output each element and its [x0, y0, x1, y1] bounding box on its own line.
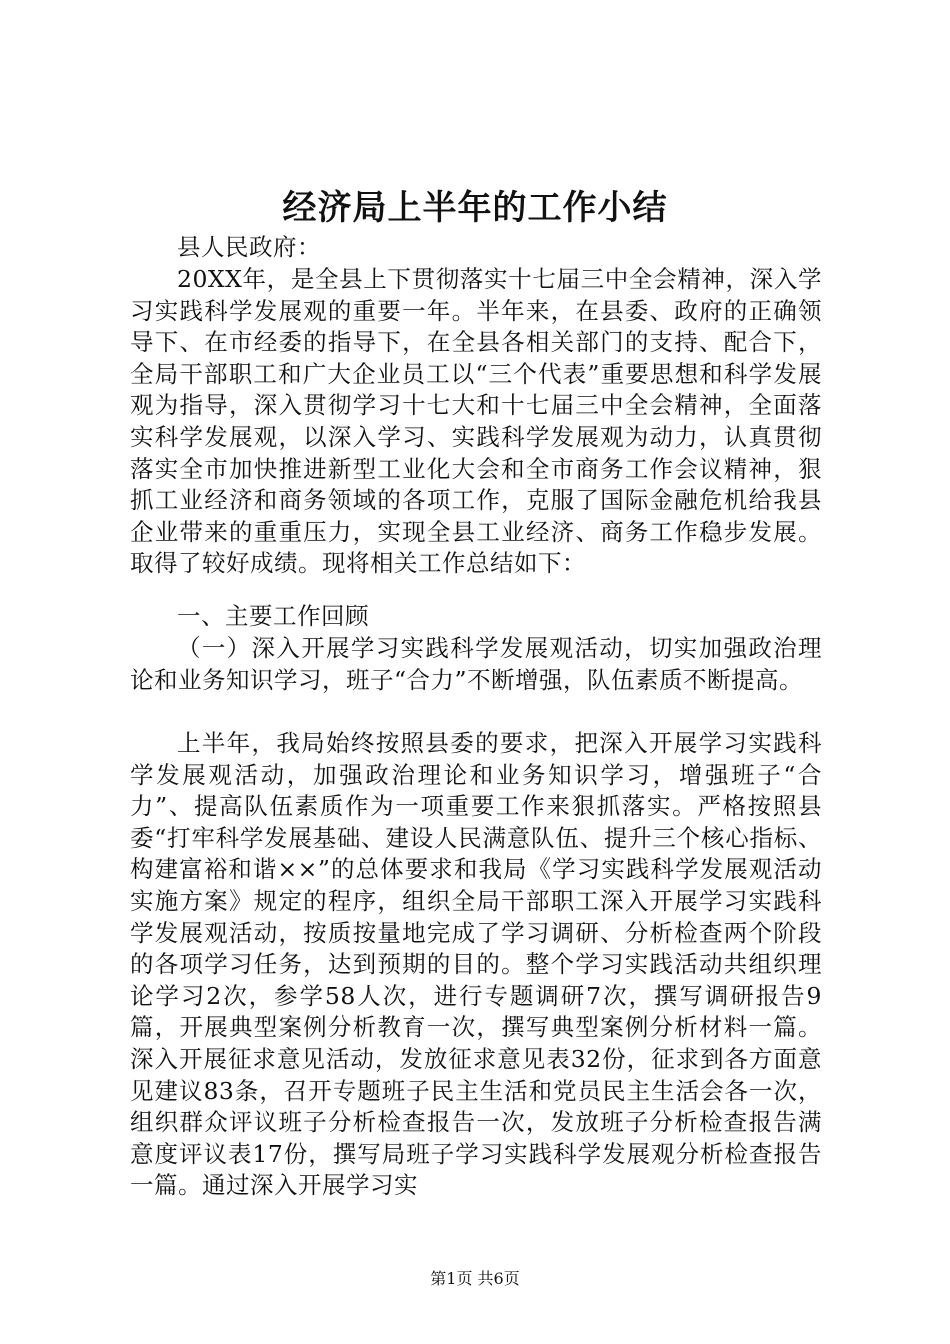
paragraph-study-practice — [130, 728, 822, 1202]
page-indicator: 第1页 共6页 — [430, 1269, 520, 1288]
paragraph-intro — [130, 264, 822, 580]
salutation-text: 县人民政府： — [177, 233, 321, 261]
paragraph-intro-text: 20XX年，是全县上下贯彻落实十七届三中全会精神，深入学习实践科学发展观的重要一年。半年来，在县委、政府的正确领导下、在市经委的指导下，在全县各相关部门的支持、配合下，全局干部职工和广大企业员工以“三个代表”重要思想和科学发展观为指导，深入贯彻学习十七大和十七届三中全会精神，全面落实科学发展观，以深入学习、实践科学发展观为动力，认真贯彻落实全市加快推进新型工业化大会和全市商务工作会议精神，狠抓工业经济和商务领域的各项工作，克服了国际金融危机给我县企业带来的重重压力，实现全县工业经济、商务工作稳步发展。取得了较好成绩。现将相关工作总结如下： — [130, 265, 822, 578]
subsection-heading-text: （一）深入开展学习实践科学发展观活动，切实加强政治理论和业务知识学习，班子“合力”不断增强，队伍素质不断提高。 — [130, 634, 822, 694]
document-title: 经济局上半年的工作小结 — [282, 188, 668, 228]
section-heading — [130, 601, 822, 633]
section-heading-text: 一、主要工作回顾 — [177, 602, 369, 630]
salutation — [130, 232, 822, 264]
subsection-heading — [130, 633, 822, 696]
paragraph-study-practice-text: 上半年，我局始终按照县委的要求，把深入开展学习实践科学发展观活动，加强政治理论和业务知识学习，增强班子“合力”、提高队伍素质作为一项重要工作来狠抓落实。严格按照县委“打牢科学发展基础、建设人民满意队伍、提升三个核心指标、构建富裕和谐××”的总体要求和我局《学习实践科学发展观活动实施方案》规定的程序，组织全局干部职工深入开展学习实践科学发展观活动，按质按量地完成了学习调研、分析检查两个阶段的各项学习任务，达到预期的目的。整个学习实践活动共组织理论学习2次，参学58人次，进行专题调研7次，撰写调研报告9篇，开展典型案例分析教育一次，撰写典型案例分析材料一篇。深入开展征求意见活动，发放征求意见表32份，征求到各方面意见建议83条，召开专题班子民主生活和党员民主生活会各一次，组织群众评议班子分析检查报告一次，发放班子分析检查报告满意度评议表17份，撰写局班子学习实践科学发展观分析检查报告一篇。通过深入开展学习实 — [130, 729, 822, 1200]
